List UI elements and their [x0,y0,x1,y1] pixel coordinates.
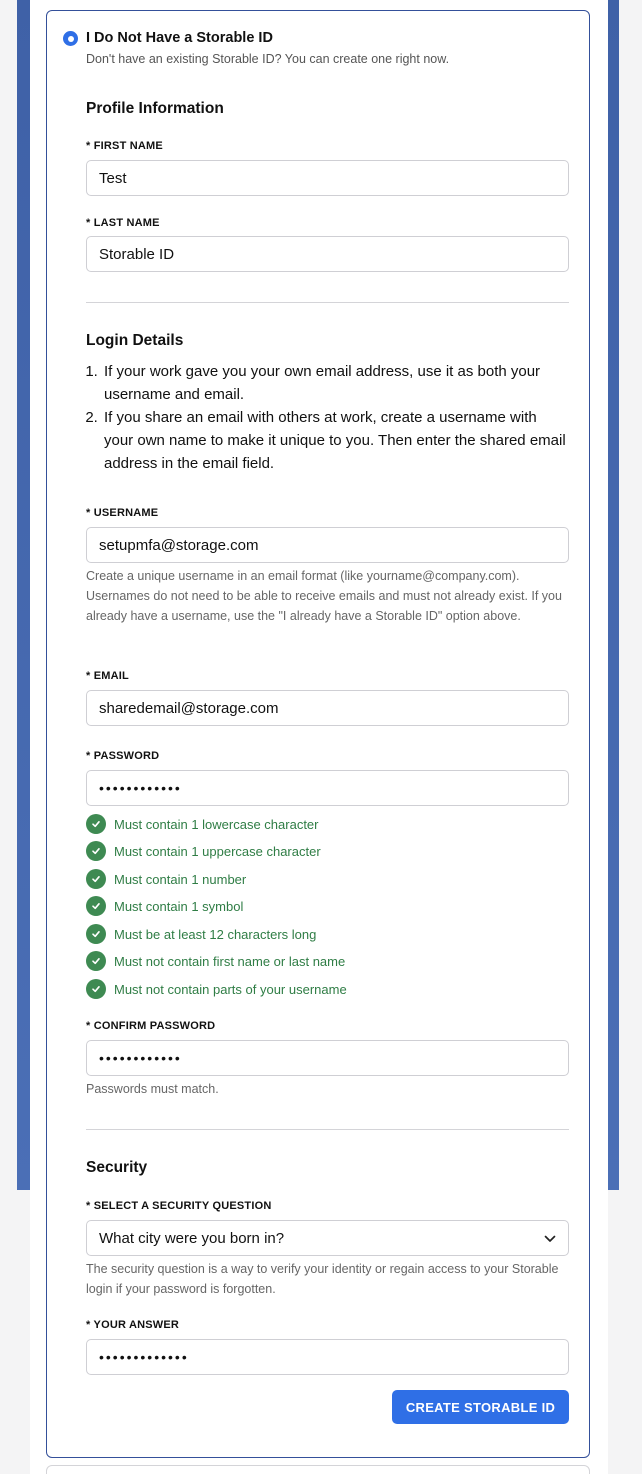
section-divider [86,302,569,303]
first-name-label: * FIRST NAME [86,140,163,152]
answer-label: * YOUR ANSWER [86,1319,180,1331]
next-option-card [46,1465,590,1474]
option-description: Don't have an existing Storable ID? You can create one right now. [86,52,450,66]
password-rule-text: Must contain 1 symbol [114,898,244,914]
password-rule [86,924,316,944]
username-field[interactable] [86,527,569,563]
password-rule [86,814,318,834]
last-name-label: * LAST NAME [86,217,160,229]
confirm-password-label: * CONFIRM PASSWORD [86,1020,216,1032]
password-rule [86,841,321,861]
first-name-field[interactable] [86,160,569,196]
check-circle-icon [86,896,106,916]
password-rule [86,951,345,971]
password-label: * PASSWORD [86,750,160,762]
check-circle-icon [86,979,106,999]
login-instructions [86,360,566,475]
profile-heading: Profile Information [86,100,224,117]
check-circle-icon [86,951,106,971]
password-rule-text: Must be at least 12 characters long [114,926,317,942]
instruction-item: 1. If your work gave you your own email address, use it as both your username and email. [102,360,566,406]
password-rule-text: Must contain 1 number [114,871,247,887]
security-heading: Security [86,1159,148,1176]
instruction-item: 2. If you share an email with others at work, create a username with your own name to make it unique to you. Then enter the shared email address in the email field. [102,406,566,475]
check-circle-icon [86,869,106,889]
security-question-value: What city were you born in? [99,1229,285,1247]
security-question-label: * SELECT A SECURITY QUESTION [86,1200,272,1212]
answer-field[interactable] [86,1339,569,1375]
password-rule [86,979,347,999]
password-rule-text: Must contain 1 lowercase character [114,816,319,832]
password-field[interactable] [86,770,569,806]
username-help: Create a unique username in an email format (like yourname@company.com). Usernames do not need to be able to receive emails and must not already exist. If you already have a username, use the "I already have a Storable ID" option above. [86,569,562,623]
chevron-down-icon [544,1230,556,1247]
section-divider [86,1129,569,1130]
create-storable-id-button[interactable]: CREATE STORABLE ID [392,1390,569,1424]
password-rule [86,869,246,889]
security-question-select[interactable] [86,1220,569,1256]
security-question-help: The security question is a way to verify your identity or regain access to your Storable login if your password is forgotten. [86,1262,559,1296]
password-rule-text: Must not contain first name or last name [114,953,346,969]
check-circle-icon [86,924,106,944]
check-circle-icon [86,814,106,834]
confirm-password-field[interactable] [86,1040,569,1076]
radio-selected-icon[interactable] [63,31,78,46]
last-name-field[interactable] [86,236,569,272]
option-title: I Do Not Have a Storable ID [86,30,273,46]
confirm-password-help: Passwords must match. [86,1082,219,1096]
login-heading: Login Details [86,332,184,349]
email-label: * EMAIL [86,670,129,682]
password-rule-text: Must contain 1 uppercase character [114,843,321,859]
email-field[interactable] [86,690,569,726]
password-rule [86,896,243,916]
check-circle-icon [86,841,106,861]
password-rule-text: Must not contain parts of your username [114,981,347,997]
username-label: * USERNAME [86,507,159,519]
